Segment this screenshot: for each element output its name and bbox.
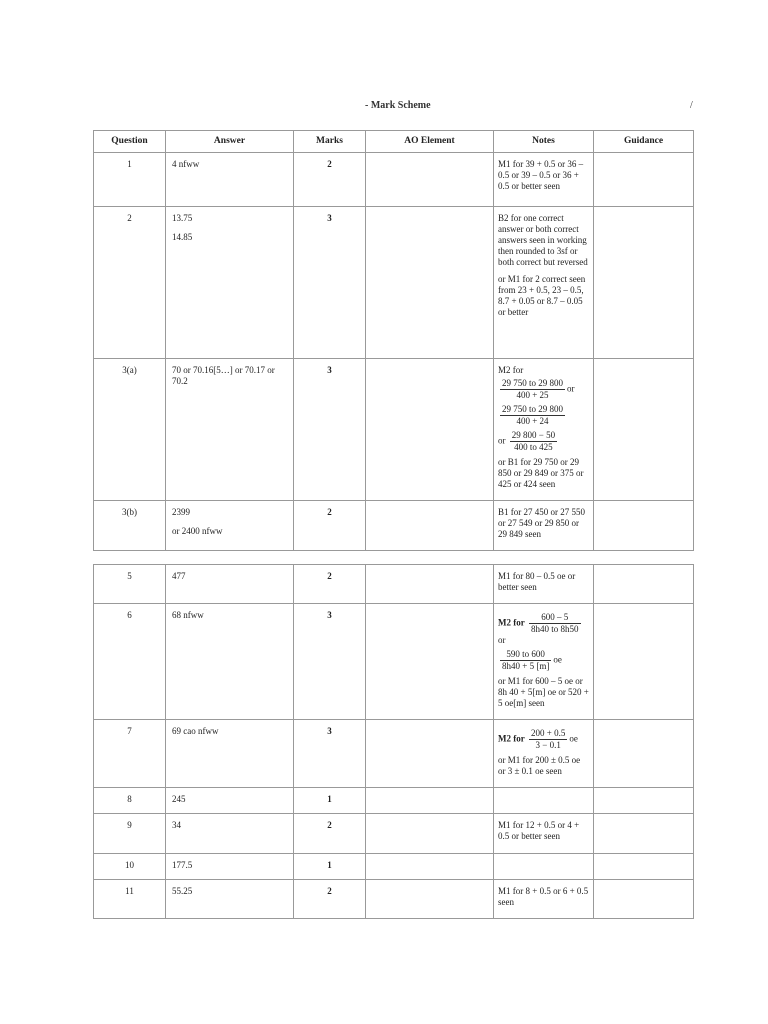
answer-cell bbox=[166, 565, 294, 604]
col-notes: Notes bbox=[494, 131, 594, 153]
notes-cell bbox=[494, 153, 594, 207]
marks-cell: 3 bbox=[294, 207, 366, 359]
col-marks: Marks bbox=[294, 131, 366, 153]
table-row bbox=[94, 720, 694, 788]
fraction bbox=[529, 612, 581, 635]
ao-element-cell bbox=[366, 153, 494, 207]
fraction-denominator: 400 to 425 bbox=[514, 442, 553, 452]
guidance-cell bbox=[594, 788, 694, 814]
notes-cell bbox=[494, 604, 594, 720]
question-number: 1 bbox=[94, 153, 166, 207]
table-row bbox=[94, 880, 694, 919]
fraction-line bbox=[498, 404, 589, 427]
table-header-row bbox=[94, 131, 694, 153]
notes-connector: oe bbox=[569, 733, 578, 744]
answer-cell bbox=[166, 854, 294, 880]
page-title: - Mark Scheme bbox=[365, 100, 431, 111]
guidance-cell bbox=[594, 720, 694, 788]
marks-cell: 3 bbox=[294, 604, 366, 720]
fraction bbox=[529, 728, 567, 751]
col-guidance: Guidance bbox=[594, 131, 694, 153]
notes-text: B2 for one correct answer or both correct answers seen in working then rounded to 3sf or both correct but reversed bbox=[498, 213, 588, 267]
marks-cell: 2 bbox=[294, 880, 366, 919]
question-number: 2 bbox=[94, 207, 166, 359]
fraction bbox=[500, 404, 565, 427]
notes-text: M1 for 12 + 0.5 or 4 + 0.5 or better seen bbox=[498, 820, 580, 841]
notes-text: B1 for 27 450 or 27 550 or 27 549 or 29 850 or 29 849 seen bbox=[498, 507, 585, 539]
notes-cell bbox=[494, 814, 594, 854]
notes-text: M1 for 39 + 0.5 or 36 – 0.5 or 39 – 0.5 or 36 + 0.5 or better seen bbox=[498, 159, 584, 191]
mark-scheme-table-1 bbox=[93, 130, 694, 551]
answer-text: 13.75 bbox=[172, 213, 193, 223]
marks-cell: 1 bbox=[294, 854, 366, 880]
ao-element-cell bbox=[366, 359, 494, 501]
table-row bbox=[94, 501, 694, 551]
notes-cell bbox=[494, 720, 594, 788]
guidance-cell bbox=[594, 501, 694, 551]
guidance-cell bbox=[594, 359, 694, 501]
guidance-cell bbox=[594, 854, 694, 880]
notes-text: M2 for bbox=[498, 617, 525, 628]
notes-connector: or bbox=[567, 383, 575, 394]
notes-cell bbox=[494, 854, 594, 880]
fraction-line bbox=[498, 378, 589, 401]
notes-text: M2 for bbox=[498, 733, 525, 744]
table-row bbox=[94, 854, 694, 880]
notes-connector: oe bbox=[553, 654, 562, 665]
guidance-cell bbox=[594, 565, 694, 604]
marks-cell: 3 bbox=[294, 359, 366, 501]
question-number: 5 bbox=[94, 565, 166, 604]
answer-text: 477 bbox=[172, 571, 186, 581]
header-slash: / bbox=[690, 100, 693, 111]
notes-cell bbox=[494, 565, 594, 604]
fraction-numerator: 29 750 to 29 800 bbox=[502, 404, 564, 414]
notes-connector: or bbox=[498, 635, 506, 645]
question-number: 3(b) bbox=[94, 501, 166, 551]
notes-text: or B1 for 29 750 or 29 850 or 29 849 or 375 or 425 or 424 seen bbox=[498, 457, 584, 489]
guidance-cell bbox=[594, 207, 694, 359]
answer-text: 69 cao nfww bbox=[172, 726, 219, 736]
fraction-denominator: 400 + 24 bbox=[516, 416, 549, 426]
table-row bbox=[94, 153, 694, 207]
fraction-denominator: 400 + 25 bbox=[516, 390, 549, 400]
marks-cell: 2 bbox=[294, 153, 366, 207]
notes-text: M1 for 8 + 0.5 or 6 + 0.5 seen bbox=[498, 886, 589, 907]
answer-cell bbox=[166, 788, 294, 814]
answer-text: 14.85 bbox=[172, 232, 193, 242]
notes-cell bbox=[494, 880, 594, 919]
notes-text: M2 for bbox=[498, 365, 524, 375]
question-number: 11 bbox=[94, 880, 166, 919]
fraction bbox=[510, 430, 557, 453]
answer-text: 4 nfww bbox=[172, 159, 200, 169]
notes-cell bbox=[494, 207, 594, 359]
marks-cell: 2 bbox=[294, 565, 366, 604]
answer-cell bbox=[166, 207, 294, 359]
answer-text: 2399 bbox=[172, 507, 190, 517]
fraction bbox=[500, 649, 551, 672]
fraction-numerator: 590 to 600 bbox=[500, 649, 551, 661]
fraction-numerator: 600 – 5 bbox=[529, 612, 581, 624]
fraction-denominator: 8h40 + 5 [m] bbox=[502, 661, 550, 671]
answer-cell bbox=[166, 720, 294, 788]
question-number: 9 bbox=[94, 814, 166, 854]
table-row bbox=[94, 788, 694, 814]
fraction-line bbox=[498, 728, 589, 751]
ao-element-cell bbox=[366, 880, 494, 919]
answer-text: 245 bbox=[172, 794, 186, 804]
answer-cell bbox=[166, 604, 294, 720]
answer-text: or 2400 nfww bbox=[172, 526, 223, 536]
marks-cell: 2 bbox=[294, 501, 366, 551]
notes-text: M1 for 80 – 0.5 oe or better seen bbox=[498, 571, 576, 592]
answer-text: 68 nfww bbox=[172, 610, 204, 620]
fraction-line bbox=[498, 430, 589, 453]
answer-text: 177.5 bbox=[172, 860, 193, 870]
notes-text: or M1 for 600 – 5 oe or 8h 40 + 5[m] oe or 520 + 5 oe[m] seen bbox=[498, 676, 589, 708]
answer-text: 34 bbox=[172, 820, 181, 830]
guidance-cell bbox=[594, 814, 694, 854]
answer-cell bbox=[166, 880, 294, 919]
fraction-numerator: 200 + 0.5 bbox=[531, 728, 566, 738]
fraction-line bbox=[498, 612, 589, 646]
marks-cell: 2 bbox=[294, 814, 366, 854]
ao-element-cell bbox=[366, 814, 494, 854]
notes-text: or M1 for 200 ± 0.5 oe or 3 ± 0.1 oe seen bbox=[498, 755, 581, 776]
col-answer: Answer bbox=[166, 131, 294, 153]
col-question: Question bbox=[94, 131, 166, 153]
question-number: 6 bbox=[94, 604, 166, 720]
fraction-line bbox=[498, 649, 589, 672]
ao-element-cell bbox=[366, 207, 494, 359]
answer-text: 70 or 70.16[5…] or 70.17 or 70.2 bbox=[172, 365, 275, 386]
fraction-denominator: 3 − 0.1 bbox=[535, 740, 561, 750]
answer-cell bbox=[166, 814, 294, 854]
table-row bbox=[94, 604, 694, 720]
question-number: 7 bbox=[94, 720, 166, 788]
table-row bbox=[94, 359, 694, 501]
notes-connector: or bbox=[498, 435, 506, 446]
fraction-denominator: 8h40 to 8h50 bbox=[531, 624, 579, 634]
guidance-cell bbox=[594, 880, 694, 919]
answer-cell bbox=[166, 501, 294, 551]
table-row bbox=[94, 565, 694, 604]
guidance-cell bbox=[594, 153, 694, 207]
ao-element-cell bbox=[366, 501, 494, 551]
question-number: 8 bbox=[94, 788, 166, 814]
notes-cell bbox=[494, 359, 594, 501]
ao-element-cell bbox=[366, 788, 494, 814]
guidance-cell bbox=[594, 604, 694, 720]
notes-cell bbox=[494, 788, 594, 814]
marks-cell: 1 bbox=[294, 788, 366, 814]
marks-cell: 3 bbox=[294, 720, 366, 788]
ao-element-cell bbox=[366, 604, 494, 720]
table-row bbox=[94, 207, 694, 359]
question-number: 3(a) bbox=[94, 359, 166, 501]
fraction-numerator: 29 750 to 29 800 bbox=[502, 378, 564, 388]
ao-element-cell bbox=[366, 565, 494, 604]
ao-element-cell bbox=[366, 720, 494, 788]
table-row bbox=[94, 814, 694, 854]
answer-text: 55.25 bbox=[172, 886, 193, 896]
answer-cell bbox=[166, 359, 294, 501]
answer-cell bbox=[166, 153, 294, 207]
mark-scheme-table-2 bbox=[93, 564, 694, 919]
fraction-numerator: 29 800 − 50 bbox=[511, 430, 556, 440]
question-number: 10 bbox=[94, 854, 166, 880]
notes-text: or M1 for 2 correct seen from 23 + 0.5, 23 – 0.5, 8.7 + 0.05 or 8.7 – 0.05 or better bbox=[498, 274, 586, 317]
fraction bbox=[500, 378, 565, 401]
col-ao-element: AO Element bbox=[366, 131, 494, 153]
notes-cell bbox=[494, 501, 594, 551]
ao-element-cell bbox=[366, 854, 494, 880]
